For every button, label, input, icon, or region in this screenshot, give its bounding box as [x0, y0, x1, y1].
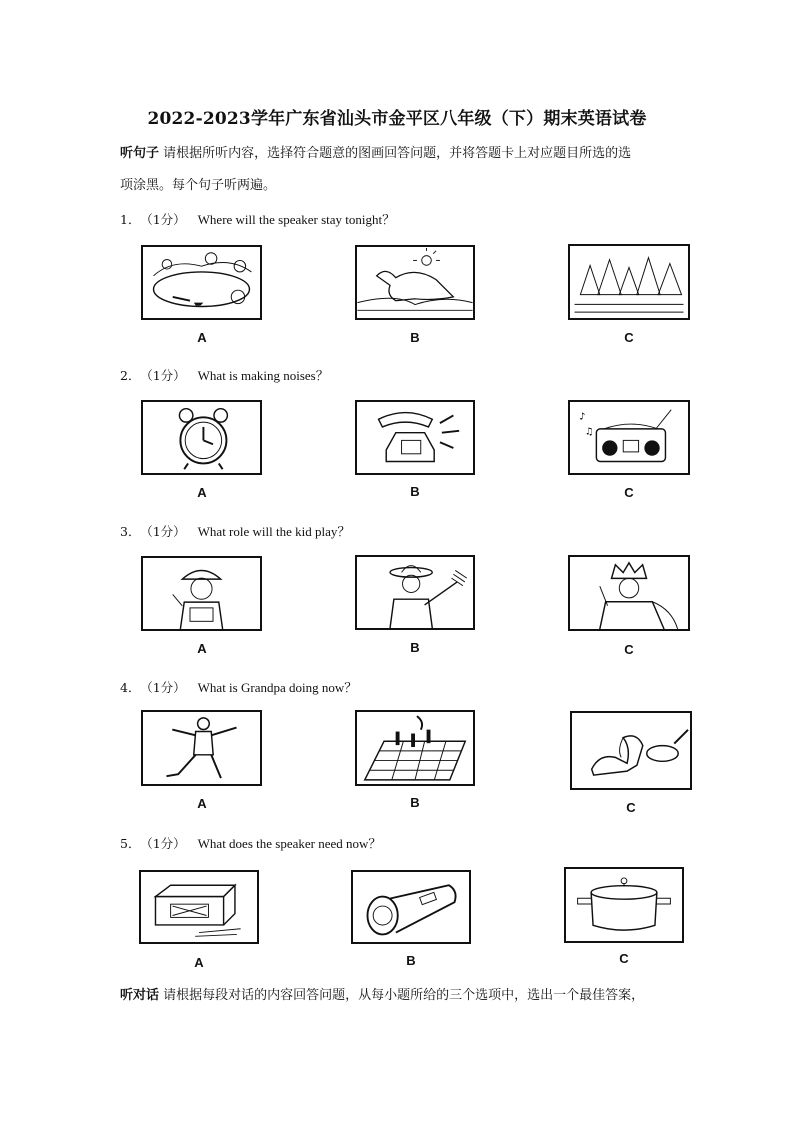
- feeding-dog-icon[interactable]: [570, 711, 692, 790]
- option-label-c: C: [624, 485, 634, 500]
- section1-instruction-line2: 项涂黑。每个句子听两遍。: [120, 178, 277, 193]
- cooking-pot-icon[interactable]: [564, 867, 684, 943]
- option-label-c: C: [624, 642, 634, 657]
- question-text: What is making noises？: [197, 368, 329, 383]
- question-number: 3．: [120, 524, 141, 539]
- question-text: Where will the speaker stay tonight？: [197, 212, 396, 227]
- svg-text:♫: ♫: [584, 426, 594, 438]
- option-label-c: C: [624, 330, 634, 345]
- option-label-a: A: [194, 955, 204, 970]
- matches-icon[interactable]: [139, 870, 259, 944]
- question-score: （1分）: [146, 680, 186, 695]
- question-score: （1分）: [146, 368, 186, 383]
- alarm-clock-icon[interactable]: [141, 400, 262, 475]
- option-label-a: A: [197, 796, 207, 811]
- pine-forest-icon[interactable]: [568, 244, 690, 320]
- lake-park-icon[interactable]: [141, 245, 262, 320]
- option-label-b: B: [406, 953, 416, 968]
- section2-line1: 请根据每段对话的内容回答问题，从每小题所给的三个选项中，选出一个最佳答案，: [163, 988, 645, 1003]
- option-label-a: A: [197, 485, 207, 500]
- tai-chi-icon[interactable]: [141, 710, 262, 786]
- question-5: [120, 833, 381, 852]
- svg-text:♪: ♪: [579, 411, 586, 423]
- question-text: What role will the kid play？: [197, 524, 351, 539]
- desert-camel-icon[interactable]: [355, 245, 475, 320]
- chess-board-icon[interactable]: [355, 710, 475, 786]
- question-text: What is Grandpa doing now？: [197, 680, 358, 695]
- question-score: （1分）: [146, 524, 186, 539]
- option-label-b: B: [410, 795, 420, 810]
- section1-instruction: [120, 147, 680, 161]
- king-icon[interactable]: [568, 555, 690, 631]
- question-score: （1分）: [146, 836, 186, 851]
- page-title: 2022-2023学年广东省汕头市金平区八年级（下）期末英语试卷: [147, 109, 647, 129]
- option-label-c: C: [626, 800, 636, 815]
- option-label-b: B: [410, 330, 420, 345]
- question-1: [120, 209, 395, 228]
- question-3: [120, 521, 350, 540]
- option-label-a: A: [197, 641, 207, 656]
- builder-icon[interactable]: [141, 556, 262, 631]
- option-label-b: B: [410, 640, 420, 655]
- flashlight-icon[interactable]: [351, 870, 471, 944]
- question-2: [120, 365, 329, 384]
- option-label-a: A: [197, 330, 207, 345]
- question-text: What does the speaker need now？: [197, 836, 382, 851]
- question-score: （1分）: [146, 212, 186, 227]
- section2-heading: 听对话: [120, 988, 160, 1003]
- ringing-telephone-icon[interactable]: [355, 400, 475, 475]
- section1-line1: 请根据所听内容，选择符合题意的图画回答问题，并将答题卡上对应题目所选的选: [163, 146, 632, 161]
- section1-heading: 听句子: [120, 146, 160, 161]
- question-4: [120, 677, 357, 696]
- section2-instruction: [120, 989, 700, 1003]
- question-number: 5．: [120, 836, 141, 851]
- question-number: 2．: [120, 368, 141, 383]
- option-label-b: B: [410, 484, 420, 499]
- farmer-icon[interactable]: [355, 555, 475, 630]
- question-number: 4．: [120, 680, 141, 695]
- option-label-c: C: [619, 951, 629, 966]
- radio-icon[interactable]: [568, 400, 690, 475]
- question-number: 1．: [120, 212, 141, 227]
